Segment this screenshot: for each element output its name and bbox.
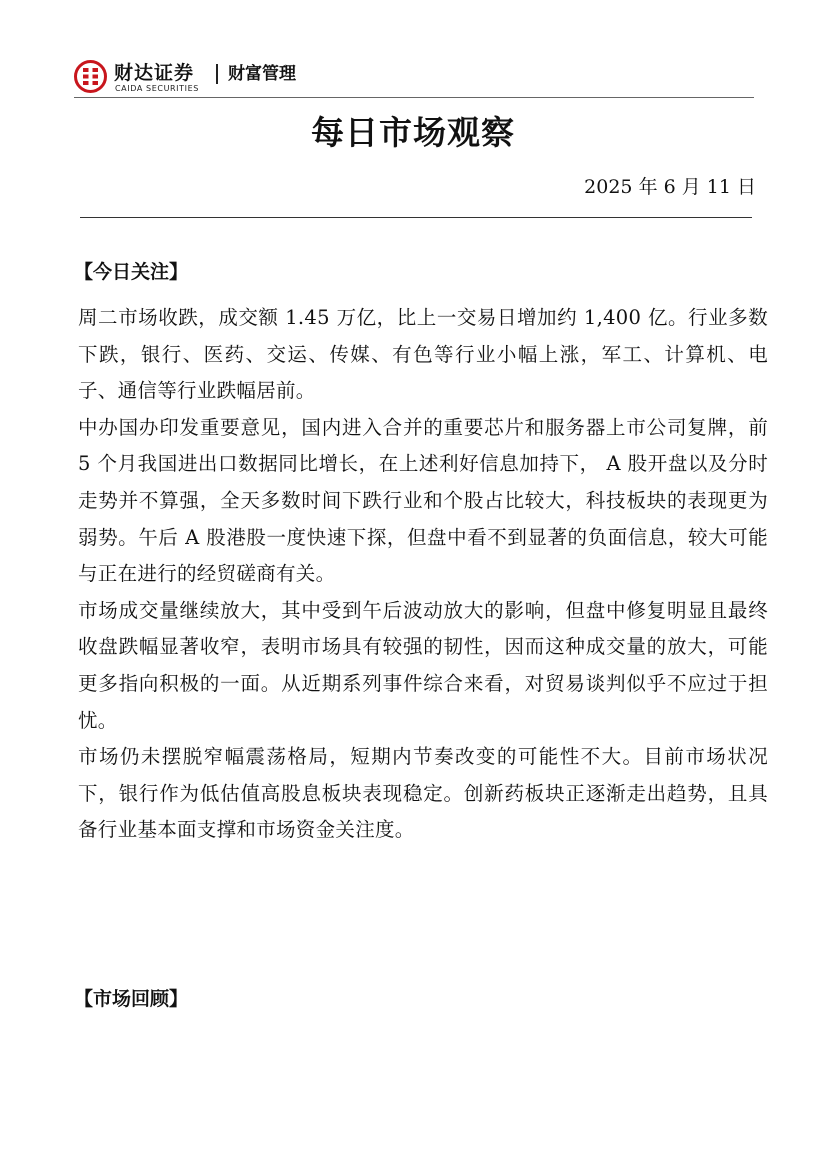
brand-name: 财达证券 <box>114 62 195 84</box>
paragraph: 周二市场收跌，成交额 1.45 万亿，比上一交易日增加约 1,400 亿。行业多数下跌，银行、医药、交运、传媒、有色等行业小幅上涨，军工、计算机、电子、通信等行业跌幅居前。 <box>78 306 768 403</box>
brand-separator <box>216 64 218 84</box>
page-header <box>74 58 754 98</box>
document-date: 2025 年 6 月 11 日 <box>584 176 756 198</box>
section-heading-today-focus: 【今日关注】 <box>74 261 189 283</box>
caida-logo-icon <box>74 60 107 93</box>
section-body-today-focus <box>78 300 768 849</box>
brand-subtitle: 财富管理 <box>228 64 296 84</box>
paragraph: 中办国办印发重要意见，国内进入合并的重要芯片和服务器上市公司复牌，前 5 个月我国进出口数据同比增长，在上述利好信息加持下， A 股开盘以及分时走势并不算强，全天多数时间下跌行业和个股占比较大，科技板块的表现更为弱势。午后 A 股港股一度快速下探，但盘中看不到显著的负面信息，较大可能与正在进行的经贸磋商有关。 <box>78 415 768 586</box>
paragraph: 市场成交量继续放大，其中受到午后波动放大的影响，但盘中修复明显且最终收盘跌幅显著收窄，表明市场具有较强的韧性，因而这种成交量的放大，可能更多指向积极的一面。从近期系列事件综合来看，对贸易谈判似乎不应过于担忧。 <box>78 598 768 732</box>
brand-name-english: CAIDA SECURITIES <box>115 84 199 93</box>
paragraph: 市场仍未摆脱窄幅震荡格局，短期内节奏改变的可能性不大。目前市场状况下，银行作为低估值高股息板块表现稳定。创新药板块正逐渐走出趋势，且具备行业基本面支撑和市场资金关注度。 <box>78 745 768 842</box>
section-heading-market-review: 【市场回顾】 <box>74 988 189 1010</box>
document-title: 每日市场观察 <box>311 113 515 152</box>
date-divider <box>80 217 752 218</box>
header-divider <box>74 97 754 98</box>
